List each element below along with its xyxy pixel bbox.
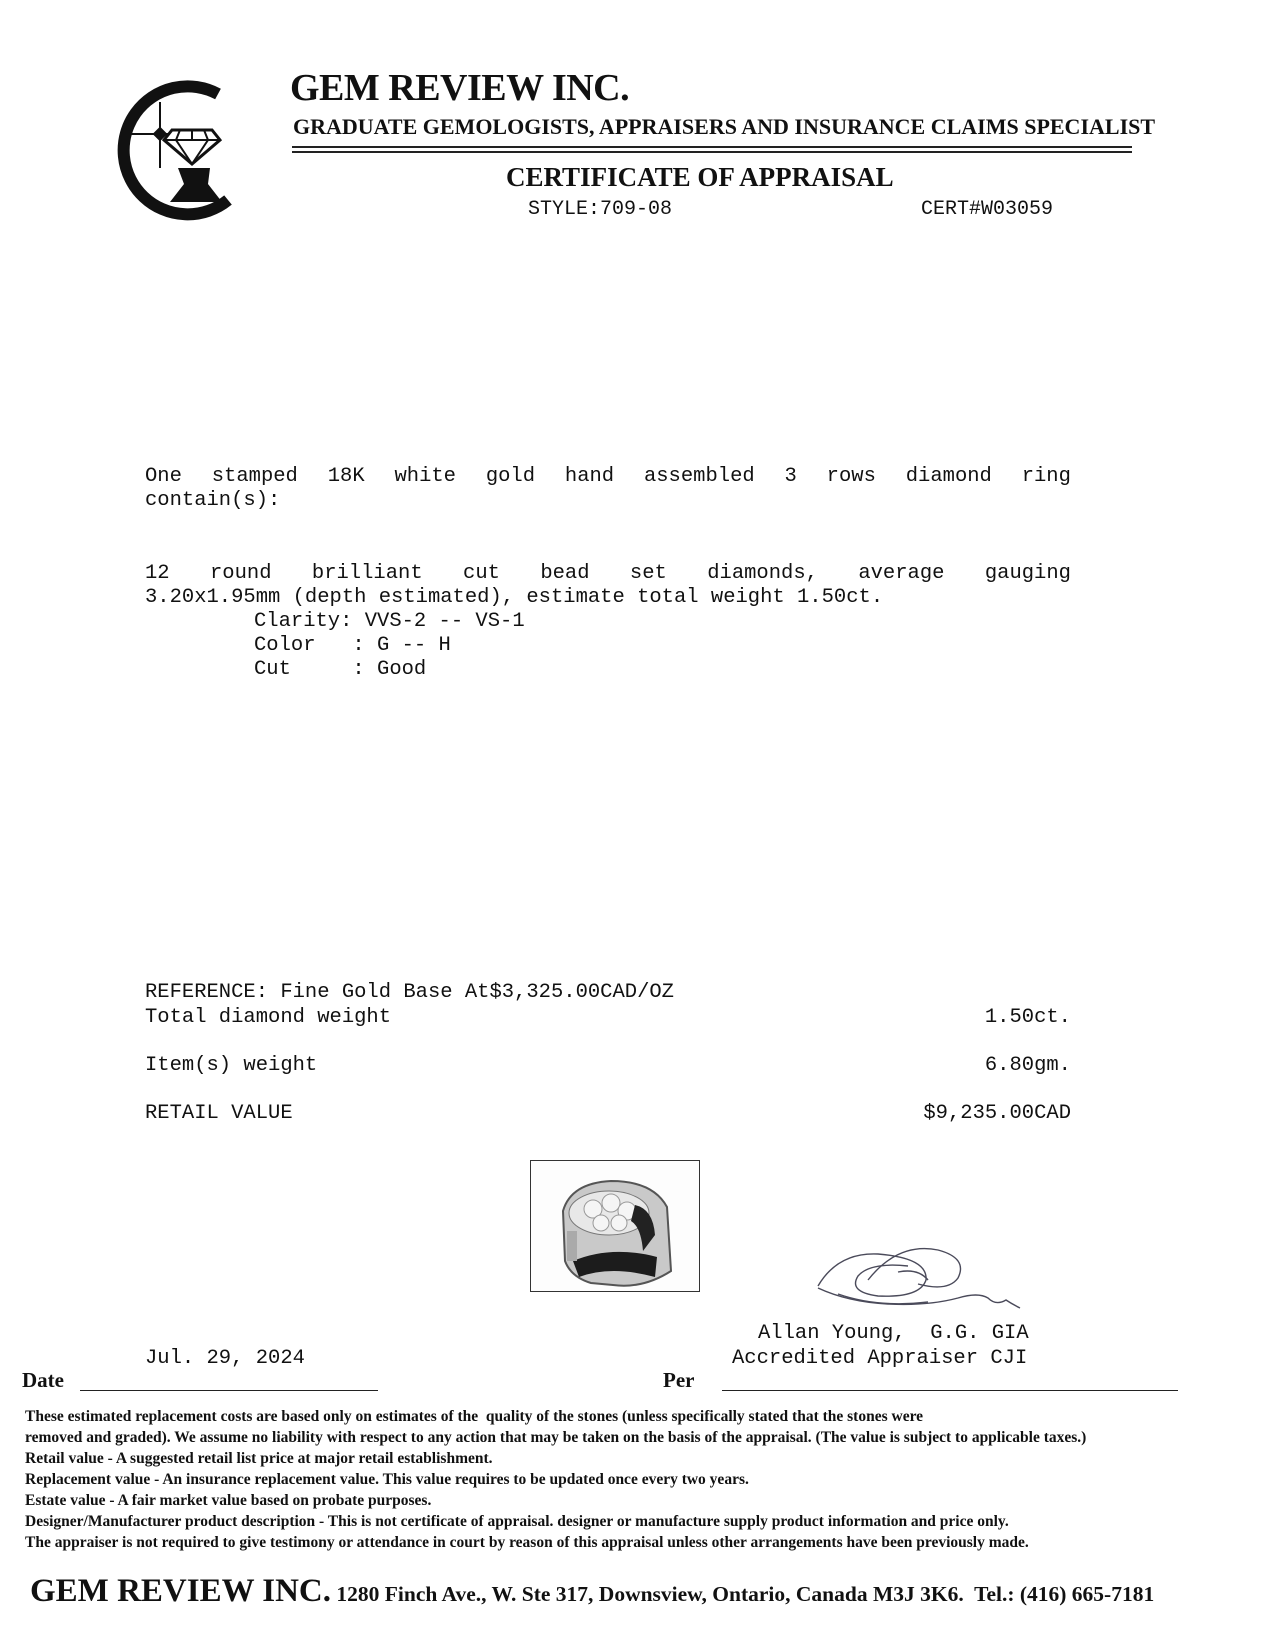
total-diamond-weight-row	[145, 1006, 1071, 1029]
description-word: white	[394, 465, 456, 488]
description-line-2: contain(s):	[145, 489, 281, 512]
appraiser-accreditation: Accredited Appraiser CJI	[732, 1347, 1028, 1370]
ring-photo	[530, 1160, 700, 1292]
date-signature-line	[80, 1390, 378, 1391]
description-word: assembled	[643, 465, 755, 488]
retail-value-label: RETAIL VALUE	[145, 1102, 293, 1125]
stones-word: diamonds,	[707, 562, 818, 585]
stones-word: gauging	[984, 562, 1071, 585]
date-label: Date	[22, 1368, 64, 1392]
disclaimer-line: Designer/Manufacturer product description - This is not certificate of appraisal. designer or manufacture supply product information and price only.	[25, 1513, 1009, 1530]
total-diamond-weight-label: Total diamond weight	[145, 1006, 392, 1029]
per-label: Per	[663, 1368, 695, 1392]
appraisal-date: Jul. 29, 2024	[145, 1347, 305, 1370]
description-word: 3	[784, 465, 797, 488]
description-word: stamped	[211, 465, 298, 488]
gold-reference: REFERENCE: Fine Gold Base At$3,325.00CAD/OZ	[145, 981, 674, 1004]
color-grade: Color : G -- H	[254, 634, 451, 657]
stones-line-1	[145, 562, 1071, 585]
appraiser-signature	[808, 1232, 1048, 1324]
header-rule-top	[292, 146, 1132, 148]
description-word: rows	[826, 465, 876, 488]
stones-word: brilliant	[311, 562, 423, 585]
disclaimer-line: Estate value - A fair market value based on probate purposes.	[25, 1492, 432, 1509]
description-word: diamond	[905, 465, 992, 488]
certificate-title: CERTIFICATE OF APPRAISAL	[506, 162, 894, 192]
appraiser-name: Allan Young, G.G. GIA	[758, 1322, 1029, 1345]
company-tagline: GRADUATE GEMOLOGISTS, APPRAISERS AND INSURANCE CLAIMS SPECIALIST	[293, 114, 1156, 139]
footer-address: 1280 Finch Ave., W. Ste 317, Downsview, Ontario, Canada M3J 3K6. Tel.: (416) 665-7181	[331, 1582, 1155, 1606]
ring-image	[531, 1161, 699, 1291]
disclaimer-line: Replacement value - An insurance replacement value. This value requires to be updated once every two years.	[25, 1471, 749, 1488]
description-word: One	[145, 465, 182, 488]
stones-word: 12	[145, 562, 170, 585]
certificate-number: CERT#W03059	[921, 198, 1054, 221]
cut-grade: Cut : Good	[254, 658, 427, 681]
company-logo	[100, 72, 240, 222]
stones-word: set	[629, 562, 667, 585]
description-word: 18K	[327, 465, 365, 488]
company-name: GEM REVIEW INC.	[290, 67, 630, 109]
stones-word: bead	[540, 562, 590, 585]
per-signature-line	[722, 1390, 1178, 1391]
stones-word: round	[210, 562, 272, 585]
disclaimer-line: These estimated replacement costs are based only on estimates of the quality of the stones (unless specifically stated that the stones were	[25, 1408, 924, 1425]
item-weight-value: 6.80gm.	[984, 1054, 1071, 1077]
style-number: STYLE:709-08	[528, 198, 673, 221]
description-line-1	[145, 465, 1071, 488]
stones-word: cut	[463, 562, 500, 585]
stones-word: average	[858, 562, 945, 585]
clarity-grade: Clarity: VVS-2 -- VS-1	[254, 610, 525, 633]
description-word: ring	[1021, 465, 1071, 488]
disclaimer-line: removed and graded). We assume no liability with respect to any action that may be taken on the basis of the appraisal. (The value is subject to applicable taxes.)	[25, 1429, 1087, 1446]
description-word: gold	[485, 465, 536, 488]
retail-value-amount: $9,235.00CAD	[923, 1102, 1071, 1125]
item-weight-label: Item(s) weight	[145, 1054, 318, 1077]
disclaimer-line: The appraiser is not required to give testimony or attendance in court by reason of this appraisal unless other arrangements have been previously made.	[25, 1534, 1029, 1551]
item-weight-row	[145, 1054, 1071, 1077]
total-diamond-weight-value: 1.50ct.	[984, 1006, 1071, 1029]
retail-value-row	[145, 1102, 1071, 1125]
header-rule-bottom	[292, 151, 1132, 153]
stones-line-2: 3.20x1.95mm (depth estimated), estimate total weight 1.50ct.	[145, 586, 884, 609]
description-word: hand	[564, 465, 615, 488]
footer-company-name: GEM REVIEW INC.	[30, 1573, 332, 1609]
disclaimer-line: Retail value - A suggested retail list price at major retail establishment.	[25, 1450, 493, 1467]
footer	[22, 1555, 1154, 1610]
